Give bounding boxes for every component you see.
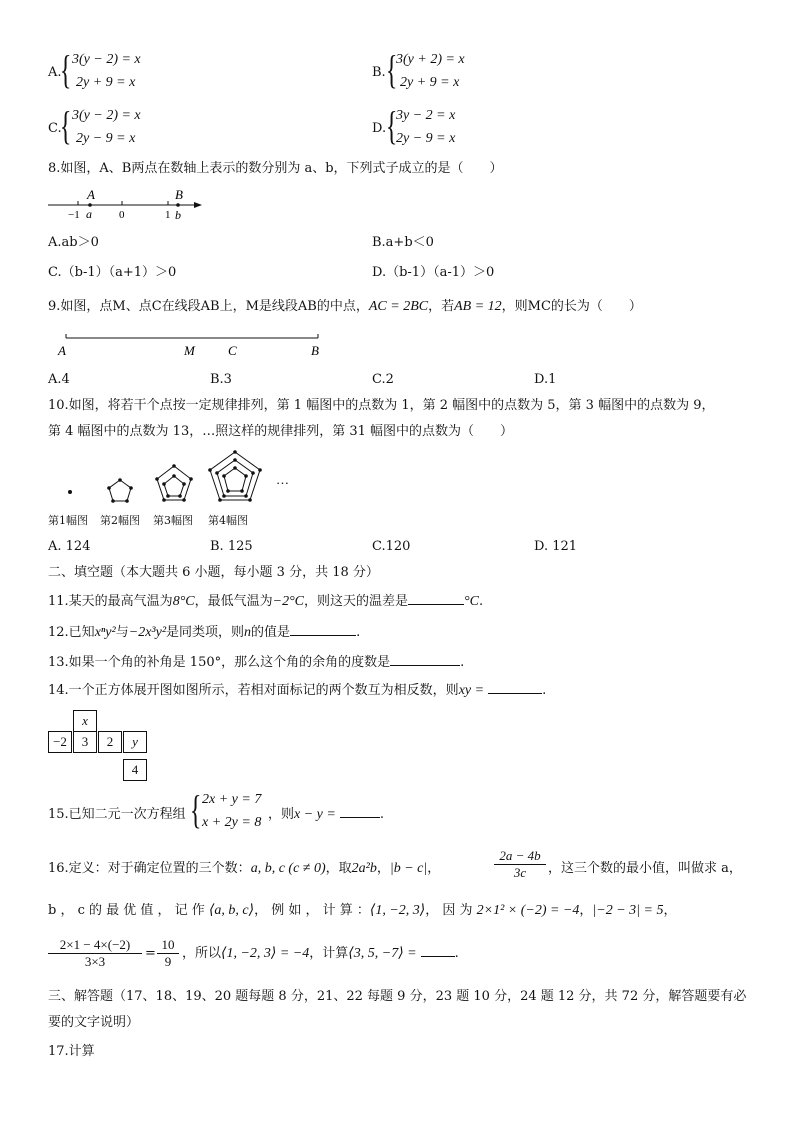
seg-point-m: M bbox=[184, 343, 195, 358]
point-b-dot bbox=[176, 203, 180, 207]
equation-line-1: 3(y − 2) = x bbox=[72, 52, 141, 67]
label-b: b bbox=[175, 208, 181, 222]
brace: { bbox=[385, 103, 398, 148]
fraction-2a-4b-3c: $\frac{2a - 4b}{3c}$ bbox=[494, 848, 546, 881]
equation-line-2: 2y − 9 = x bbox=[396, 131, 456, 146]
q10-option-b: B. 125 bbox=[210, 539, 253, 554]
q8-option-d: D.（b-1）（a-1）＞0 bbox=[372, 265, 495, 280]
fig1-caption: 第1幅图 bbox=[48, 514, 88, 527]
q17-heading: 17.计算 bbox=[48, 1044, 95, 1059]
equation-line-2: 2y + 9 = x bbox=[76, 75, 136, 90]
option-label: B. bbox=[372, 65, 386, 80]
brace: { bbox=[385, 47, 398, 92]
q10-option-c: C.120 bbox=[372, 539, 411, 554]
cell-x: x bbox=[73, 710, 97, 732]
fig2-caption: 第2幅图 bbox=[100, 514, 140, 527]
equation-line-2: x + 2y = 8 bbox=[202, 815, 262, 830]
point-b-label: B bbox=[175, 187, 183, 202]
number-line-diagram bbox=[44, 185, 214, 225]
q9-option-c: C.2 bbox=[372, 372, 394, 387]
seg-point-c: C bbox=[228, 343, 237, 358]
q13: 13.如果一个角的补角是 150°，那么这个角的余角的度数是 . bbox=[48, 655, 465, 670]
q15-ask: ，则x − y = . bbox=[268, 807, 384, 822]
cell-4: 4 bbox=[123, 759, 147, 781]
cell-y: y bbox=[123, 731, 147, 753]
fig4-caption: 第4幅图 bbox=[208, 514, 248, 527]
q8-stem: 8.如图，A、B两点在数轴上表示的数分别为 a、b，下列式子成立的是（ ） bbox=[48, 161, 503, 176]
section-2-heading: 二、填空题（本大题共 6 小题，每小题 3 分，共 18 分） bbox=[48, 565, 379, 580]
fig1-dot bbox=[68, 490, 72, 494]
q11: 11.某天的最高气温为8°C，最低气温为−2°C，则这天的温差是 °C. bbox=[48, 594, 484, 609]
equation-line-1: 3(y − 2) = x bbox=[72, 108, 141, 123]
pentagon-pattern-figure bbox=[50, 446, 310, 510]
q16-line2: b ， c 的 最 优 值 ， 记 作 ⟨a, b, c⟩， 例 如 ， 计 算 ：⟨1, −2, 3⟩， 因 为 2×1² × (−2) = −4，|−2 − 3| = 5， bbox=[48, 903, 677, 918]
answer-blank bbox=[390, 665, 460, 666]
q9-stem: 9.如图，点M、点C在线段AB上，M是线段AB的中点，AC = 2BC，若AB = 12，则MC的长为（ ） bbox=[48, 299, 642, 314]
equation-line-1: 2x + y = 7 bbox=[202, 792, 262, 807]
brace: { bbox=[59, 47, 72, 92]
answer-blank bbox=[408, 604, 464, 605]
q10-option-a: A. 124 bbox=[48, 539, 91, 554]
q9-option-d: D.1 bbox=[534, 372, 557, 387]
q9-option-a: A.4 bbox=[48, 372, 70, 387]
brace: { bbox=[189, 787, 202, 832]
fraction-example: $\frac{2\times 1 - 4\times(-2)}{3\times 3}$ bbox=[48, 937, 142, 970]
answer-blank bbox=[488, 693, 542, 694]
cell-2: 2 bbox=[98, 731, 122, 753]
tick-1: 1 bbox=[165, 209, 171, 221]
point-a-label: A bbox=[87, 187, 95, 202]
fig4-inner-pentagon bbox=[224, 468, 246, 491]
q14: 14.一个正方体展开图如图所示，若相对面标记的两个数互为相反数，则xy = . bbox=[48, 683, 547, 698]
figure-ellipsis: … bbox=[276, 472, 289, 487]
tick-0: 0 bbox=[119, 209, 125, 221]
tick-neg1: −1 bbox=[68, 209, 80, 221]
q10-stem-line1: 10.如图，将若干个点按一定规律排列，第 1 幅图中的点数为 1，第 2 幅图中的点数为 5，第 3 幅图中的点数为 9， bbox=[48, 398, 715, 413]
fig3-outer-pentagon bbox=[157, 466, 191, 500]
segment-diagram bbox=[56, 330, 336, 360]
fig2-pentagon bbox=[109, 480, 131, 501]
equals-sign: = bbox=[145, 946, 156, 961]
q8-option-a: A.ab＞0 bbox=[48, 235, 99, 250]
cell-neg2: −2 bbox=[48, 731, 72, 753]
q12: 12.已知xⁿy²与−2x³y²是同类项，则n的值是 . bbox=[48, 625, 361, 640]
option-label: C. bbox=[48, 121, 62, 136]
equation-line-1: 3y − 2 = x bbox=[396, 108, 456, 123]
equation-line-2: 2y − 9 = x bbox=[76, 131, 136, 146]
q16-line1-end: ，这三个数的最小值，叫做求 a， bbox=[548, 861, 742, 876]
fraction-10-9: $\frac{10}{9}$ bbox=[157, 937, 179, 970]
q10-option-d: D. 121 bbox=[534, 539, 578, 554]
label-a: a bbox=[86, 207, 92, 221]
answer-blank bbox=[290, 635, 356, 636]
answer-blank bbox=[421, 956, 455, 957]
section-3-heading-line2: 要的文字说明） bbox=[48, 1015, 140, 1030]
option-label: D. bbox=[372, 121, 387, 136]
q16-line3: ，所以⟨1, −2, 3⟩ = −4，计算⟨3, 5, −7⟩ = . bbox=[182, 946, 459, 961]
brace: { bbox=[59, 103, 72, 148]
q8-option-b: B.a+b＜0 bbox=[372, 235, 434, 250]
seg-point-b: B bbox=[311, 343, 319, 358]
fig3-inner-pentagon bbox=[164, 476, 184, 496]
fig3-caption: 第3幅图 bbox=[153, 514, 193, 527]
option-label: A. bbox=[48, 65, 62, 80]
q10-stem-line2: 第 4 幅图中的点数为 13，…照这样的规律排列，第 31 幅图中的点数为（ ） bbox=[48, 424, 514, 439]
section-3-heading-line1: 三、解答题（17、18、19、20 题每题 8 分，21、22 每题 9 分，23 题 10 分，24 题 12 分，共 72 分，解答题要有必 bbox=[48, 989, 747, 1004]
q9-option-b: B.3 bbox=[210, 372, 232, 387]
q16-line1: 16.定义：对于确定位置的三个数：a, b, c (c ≠ 0)，取2a²b，|b − c|， bbox=[48, 861, 441, 876]
cell-3: 3 bbox=[73, 731, 97, 753]
answer-blank bbox=[340, 817, 380, 818]
q15-text: 15.已知二元一次方程组 bbox=[48, 807, 186, 822]
seg-point-a: A bbox=[58, 343, 66, 358]
equation-line-1: 3(y + 2) = x bbox=[396, 52, 465, 67]
equation-line-2: 2y + 9 = x bbox=[400, 75, 460, 90]
q8-option-c: C.（b-1）（a+1）＞0 bbox=[48, 265, 177, 280]
